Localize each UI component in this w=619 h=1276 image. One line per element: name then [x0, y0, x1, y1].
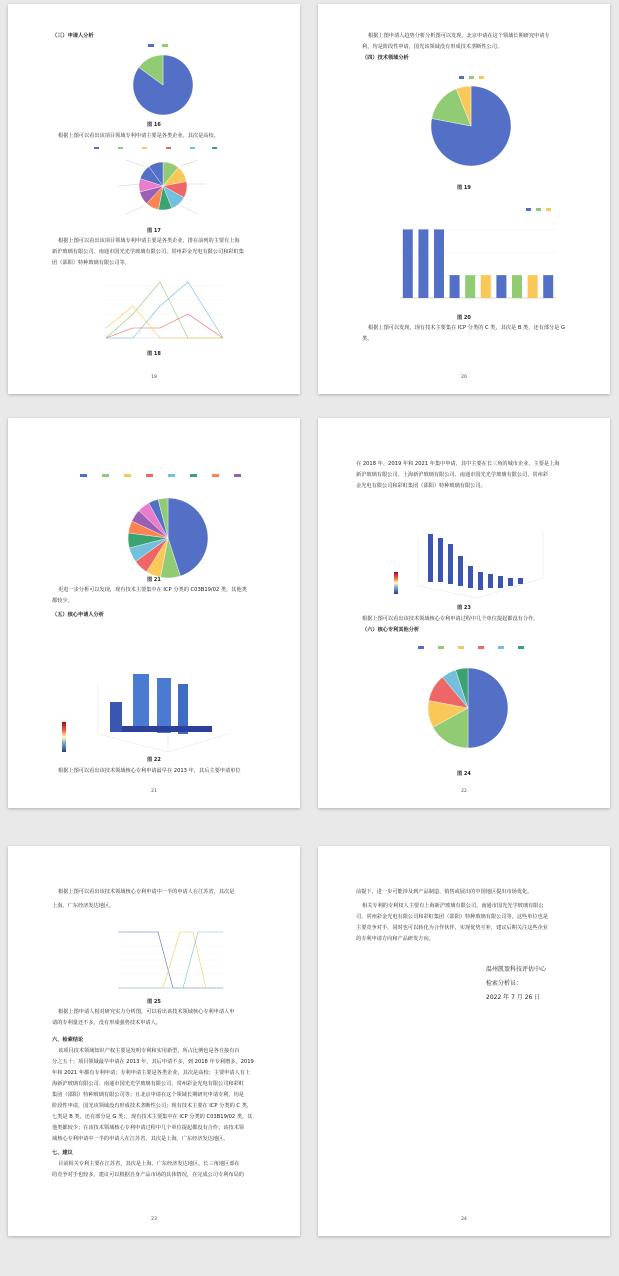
bar: [508, 578, 513, 586]
paragraph: 集团（邵阳）特种玻璃有限公司等；且北京申请在这个领域长期研究申请专利，均是: [52, 1092, 244, 1098]
paragraph: 分之五十；项目领域最早申请在 2013 年，其后申请不多，到 2018 年专利增多，2019: [52, 1059, 254, 1065]
section-heading: （三）申请人分析: [52, 33, 94, 39]
bar: [543, 275, 553, 298]
color-scale: [394, 572, 398, 594]
paragraph: 前提下，进一步可能涉及到产品制造、销售或展出的中国地区提出市场优化。: [356, 889, 533, 895]
bar: [438, 538, 443, 582]
page-number: 19: [151, 375, 157, 380]
paragraph: 海新沪玻璃有限公司、南通市国光光学玻璃有限公司、常州彩金光电有限公司和彩虹: [52, 1081, 244, 1087]
legend: [526, 208, 551, 211]
paragraph: 七类是 B 类，还有部分是 G 类；，现有技术主要集中在 ICP 分类的 C03B19/02 类，其: [52, 1114, 253, 1120]
page-number: 23: [151, 1217, 157, 1222]
paragraph: 新沪玻璃有限公司、南通市国光光学玻璃有限公司、常州彩金光电有限公司和彩虹集: [52, 249, 244, 255]
bar: [428, 534, 433, 582]
page-21: [8, 418, 300, 808]
figure-25-caption: 图 25: [147, 999, 161, 1005]
legend-swatch: [162, 44, 168, 47]
paragraph: 的专利申请方向和产品研发方向。: [356, 936, 434, 942]
figure-23-3d-bar: [388, 516, 558, 602]
page-24: [318, 846, 610, 1236]
paragraph: 目前相关专利主要在江苏省，其次是上海、广东经济发达地区，长三角地区部在: [58, 1161, 240, 1167]
paragraph: 在 2018 年、2019 年和 2021 年集中申请，其中主要在长三角的城市企业，主要是上海: [356, 461, 560, 467]
page-22: [318, 418, 610, 808]
section-heading: （五）核心申请人分析: [52, 612, 104, 618]
legend-swatch: [148, 44, 154, 47]
series-line: [106, 314, 223, 338]
bar: [434, 229, 444, 298]
bar: [418, 229, 428, 298]
bar: [481, 275, 491, 298]
paragraph: 根据上图可以看出该技术领域核心专利申请过程中几个单位提起都没有合作。: [362, 616, 539, 622]
figure-20-bar: [376, 204, 566, 314]
figure-25-line: [88, 922, 228, 996]
organization: 温州凯盈科技评估中心: [486, 966, 547, 973]
bar: [478, 572, 483, 590]
figure-19-caption: 图 19: [457, 185, 471, 191]
section-heading: （四）技术领域分析: [362, 55, 409, 61]
paragraph: 根据上图可以看出该技术领域核心专利申请最早在 2013 年，其后主要申请单位: [58, 768, 241, 774]
bar: [518, 578, 523, 584]
figure-24-pie: [388, 644, 548, 764]
report-date: 2022 年 7 月 26 日: [486, 994, 541, 1001]
paragraph: 根据上图申请人相对研究实力分析图，可以看出该技术领域核心专利申请人申: [58, 1009, 235, 1015]
analyst-label: 检索分析员：: [486, 980, 523, 987]
paragraph: 类。: [362, 336, 373, 342]
bar: [528, 275, 538, 298]
color-scale: [62, 722, 66, 752]
page-number: 20: [461, 375, 467, 380]
page-19: [8, 4, 300, 394]
bar: [110, 702, 122, 732]
bar: [465, 275, 475, 298]
page-number: 21: [151, 789, 157, 794]
figure-20-caption: 图 20: [457, 315, 471, 321]
paragraph: 根据上图可以发现，现有技术主要集在 ICP 分类的 C 类，其次是 B 类，还有部分是 G: [368, 325, 566, 331]
paragraph: 根据上图可以看出该项目领域专利申请主要是各类企业，排在前列的主要有上海: [58, 238, 240, 244]
paragraph: 主要竞争对手，同时也可以转化为合作伙伴，实现优势互补，建议后期关注这些企业: [356, 925, 548, 931]
figure-22-3d-bar: [58, 664, 258, 756]
figure-17-caption: 图 17: [147, 228, 161, 234]
paragraph: 根据上图可以看出该技术领域核心专利申请中一半的申请人在江苏省，其次是: [58, 889, 235, 895]
legend: [94, 147, 217, 149]
page-20: [318, 4, 610, 394]
bar: [157, 678, 171, 733]
bar: [122, 726, 212, 732]
bar: [450, 275, 460, 298]
figure-21-pie: [70, 470, 260, 580]
pie-slice: [468, 668, 508, 748]
page-number: 22: [461, 789, 467, 794]
paragraph: 的竞争对手也较多，建议可以根据自身产品市场的具体情况，在完成公司专利布局的: [52, 1172, 244, 1178]
bar: [512, 275, 522, 298]
paragraph: 他类都较少；在该技术领域核心专利申请过程中几个单位提起都没有合作；该技术领: [52, 1125, 244, 1131]
paragraph: 该项目技术领域知识产权主要是发明专利和实用新型，所占比例也是各自接有百: [58, 1048, 240, 1054]
bar: [403, 229, 413, 298]
paragraph: 年和 2021 年都有专利申请；专利申请主要是各类企业，其次是高校；主要申请人有上: [52, 1070, 251, 1076]
paragraph: 相关专利的专利权人主要有上海新沪玻璃有限公司、南通市国光光学玻璃有限公: [362, 903, 544, 909]
paragraph: 团（邵阳）特种玻璃有限公司等。: [52, 260, 130, 266]
figure-17-pie: [88, 146, 238, 226]
figure-18-caption: 图 18: [147, 351, 161, 357]
page-23: [8, 846, 300, 1236]
paragraph: 新沪玻璃有限公司、上海新沪玻璃有限公司、南通市国光光学玻璃有限公司、常州彩: [356, 472, 548, 478]
figure-24-caption: 图 24: [457, 771, 471, 777]
bar: [496, 275, 506, 298]
legend: [418, 646, 524, 649]
figure-16-pie: [118, 42, 208, 122]
figure-16-caption: 图 16: [147, 122, 161, 128]
paragraph: 上海，广东经济发达地区。: [52, 903, 115, 909]
bar: [498, 576, 503, 588]
figure-21-caption: 图 21: [147, 577, 161, 583]
paragraph: 请的专利量还不多，没有形成强势技术申请人。: [52, 1020, 161, 1026]
figure-19-pie: [393, 70, 553, 180]
paragraph: 金光电有限公司和彩虹集团（邵阳）特种玻璃有限公司。: [356, 483, 486, 489]
paragraph: 更进一步分析可以发现，现有技术主要集中在 ICP 分类的 C03B19/02 类，其他类: [58, 587, 247, 593]
paragraph: 都较少。: [52, 598, 73, 604]
section-heading: 七、建议: [52, 1150, 73, 1156]
paragraph: 根据上图申请人趋势分析分析图可以发现，北京申请在这个领域长期研究申请专: [368, 33, 550, 39]
paragraph: 阶段性申请，国光该领域没有形成技术垄断性公司；现有技术主要在 ICP 分类的 C 类，: [52, 1103, 253, 1109]
figure-23-caption: 图 23: [457, 605, 471, 611]
paragraph: 利，均是阶段性申请，国光该领域没有形成技术垄断性公司。: [362, 44, 503, 50]
figure-18-line: [88, 272, 228, 348]
paragraph: 域核心专利申请中一半的申请人在江苏省，其次是上海，广东经济发达地区。: [52, 1136, 229, 1142]
bar: [448, 544, 453, 584]
section-heading: 六、检索结论: [52, 1037, 84, 1043]
page-number: 24: [461, 1217, 467, 1222]
bar: [458, 556, 463, 586]
bar: [468, 566, 473, 588]
section-heading: （六）核心专利其他分析: [362, 627, 420, 633]
legend: [459, 76, 484, 79]
bar: [133, 674, 149, 729]
bar: [488, 574, 493, 588]
paragraph: 根据上图可以看出该项目领域专利申请主要是各类企业。其次是高校。: [58, 133, 219, 139]
legend: [80, 474, 241, 477]
paragraph: 司、常州彩金光电有限公司和彩虹集团（邵阳）特种玻璃有限公司等，这些单位也是: [356, 914, 548, 920]
figure-22-caption: 图 22: [147, 757, 161, 763]
